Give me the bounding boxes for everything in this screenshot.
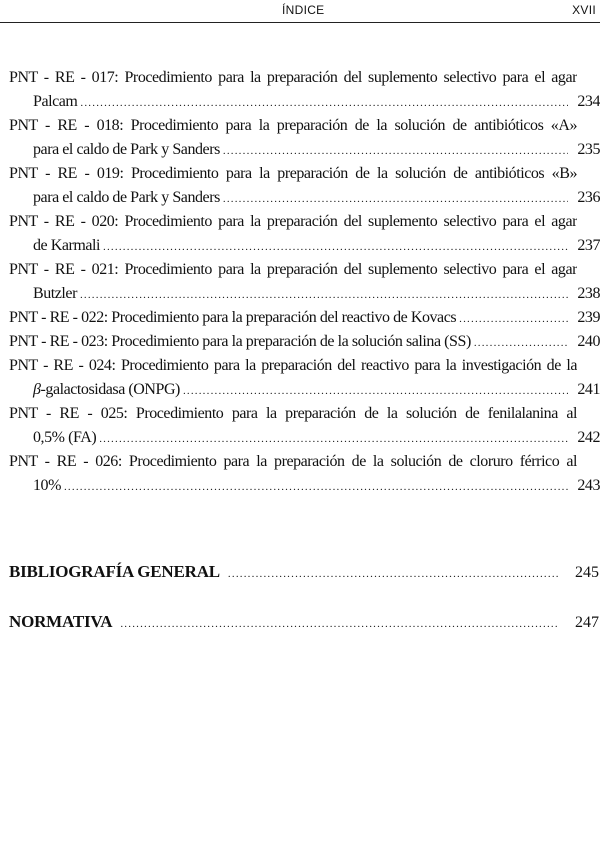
- header-title: ÍNDICE: [282, 3, 325, 17]
- toc-entry-title: PNT - RE - 017: Procedimiento para la preparación del suplemento selectivo para el agar: [9, 69, 577, 86]
- toc-entry-025[interactable]: [0, 402, 600, 450]
- dot-leader: [64, 475, 568, 499]
- toc-entry-continuation: [0, 378, 600, 402]
- toc-page-number: 239: [577, 309, 600, 326]
- dot-leader: [80, 283, 568, 307]
- toc-entry-020[interactable]: [0, 210, 600, 258]
- dot-leader: [474, 331, 568, 355]
- dot-leader: [183, 379, 568, 403]
- toc-entry-title: PNT - RE - 023: Procedimiento para la preparación de la solución salina (SS): [9, 333, 471, 350]
- dot-leader: [223, 139, 568, 163]
- toc-page-number: 241: [577, 381, 600, 398]
- dot-leader: [459, 307, 568, 331]
- toc-entry-title-end: Palcam: [33, 93, 78, 110]
- running-header: [0, 0, 600, 23]
- toc-entry-title: PNT - RE - 022: Procedimiento para la preparación del reactivo de Kovacs: [9, 309, 457, 326]
- toc-entry-title-end: para el caldo de Park y Sanders: [33, 189, 220, 206]
- dot-leader: [80, 91, 568, 115]
- toc-page-number: 235: [577, 141, 600, 158]
- toc-page-number: 242: [577, 429, 600, 446]
- dot-leader: [120, 618, 559, 630]
- header-page-number: XVII: [572, 3, 596, 17]
- toc-entry-title: PNT - RE - 025: Procedimiento para la preparación de la solución de fenilalanina al: [9, 405, 577, 422]
- toc-entry-title: PNT - RE - 026: Procedimiento para la preparación de la solución de cloruro férrico al: [9, 453, 577, 470]
- table-of-contents: [0, 66, 600, 498]
- toc-entry-023[interactable]: [0, 330, 600, 354]
- section-title: BIBLIOGRAFÍA GENERAL: [9, 562, 220, 581]
- toc-entry-title: PNT - RE - 018: Procedimiento para la preparación de la solución de antibióticos «A»: [9, 117, 577, 134]
- toc-entry-026[interactable]: [0, 450, 600, 498]
- toc-entry-018[interactable]: [0, 114, 600, 162]
- section-page-number: 245: [575, 564, 599, 581]
- toc-entry-title: PNT - RE - 020: Procedimiento para la preparación del suplemento selectivo para el agar: [9, 213, 577, 230]
- toc-entry-title-end: de Karmali: [33, 237, 101, 254]
- toc-section-bibliografia[interactable]: [0, 562, 600, 588]
- toc-page-number: 234: [577, 93, 600, 110]
- toc-entry-continuation: [0, 474, 600, 498]
- toc-entry-title-rest: -galactosidasa (ONPG): [40, 381, 180, 398]
- section-title: NORMATIVA: [9, 612, 113, 631]
- toc-entry-019[interactable]: [0, 162, 600, 210]
- dot-leader: [99, 427, 568, 451]
- toc-entry-title-end: Butzler: [33, 285, 77, 302]
- toc-entry-024[interactable]: [0, 354, 600, 402]
- toc-entry-title-end: 10%: [33, 477, 61, 494]
- section-page-number: 247: [575, 614, 599, 631]
- dot-leader: [103, 235, 568, 259]
- toc-entry-continuation: [0, 90, 600, 114]
- toc-entry-017[interactable]: [0, 66, 600, 114]
- toc-entry-title: PNT - RE - 021: Procedimiento para la preparación del suplemento selectivo para el agar: [9, 261, 577, 278]
- toc-entry-title: PNT - RE - 024: Procedimiento para la preparación del reactivo para la investigación de la: [9, 357, 577, 374]
- toc-entry-continuation: [0, 426, 600, 450]
- toc-entry-title: PNT - RE - 019: Procedimiento para la preparación de la solución de antibióticos «B»: [9, 165, 577, 182]
- toc-entry-continuation: [0, 186, 600, 210]
- toc-section-normativa[interactable]: [0, 612, 600, 638]
- toc-entry-continuation: [0, 138, 600, 162]
- toc-page-number: 236: [577, 189, 600, 206]
- beta-symbol: β: [33, 381, 41, 398]
- toc-entry-021[interactable]: [0, 258, 600, 306]
- toc-entry-title-end: para el caldo de Park y Sanders: [33, 141, 220, 158]
- toc-entry-continuation: [0, 282, 600, 306]
- toc-page-number: 240: [577, 333, 600, 350]
- toc-entry-title-end: 0,5% (FA): [33, 429, 97, 446]
- toc-entry-022[interactable]: [0, 306, 600, 330]
- dot-leader: [228, 568, 559, 580]
- toc-entry-title-end: [33, 378, 180, 402]
- toc-page-number: 238: [577, 285, 600, 302]
- dot-leader: [223, 187, 568, 211]
- toc-page-number: 237: [577, 237, 600, 254]
- toc-entry-continuation: [0, 234, 600, 258]
- toc-page-number: 243: [577, 477, 600, 494]
